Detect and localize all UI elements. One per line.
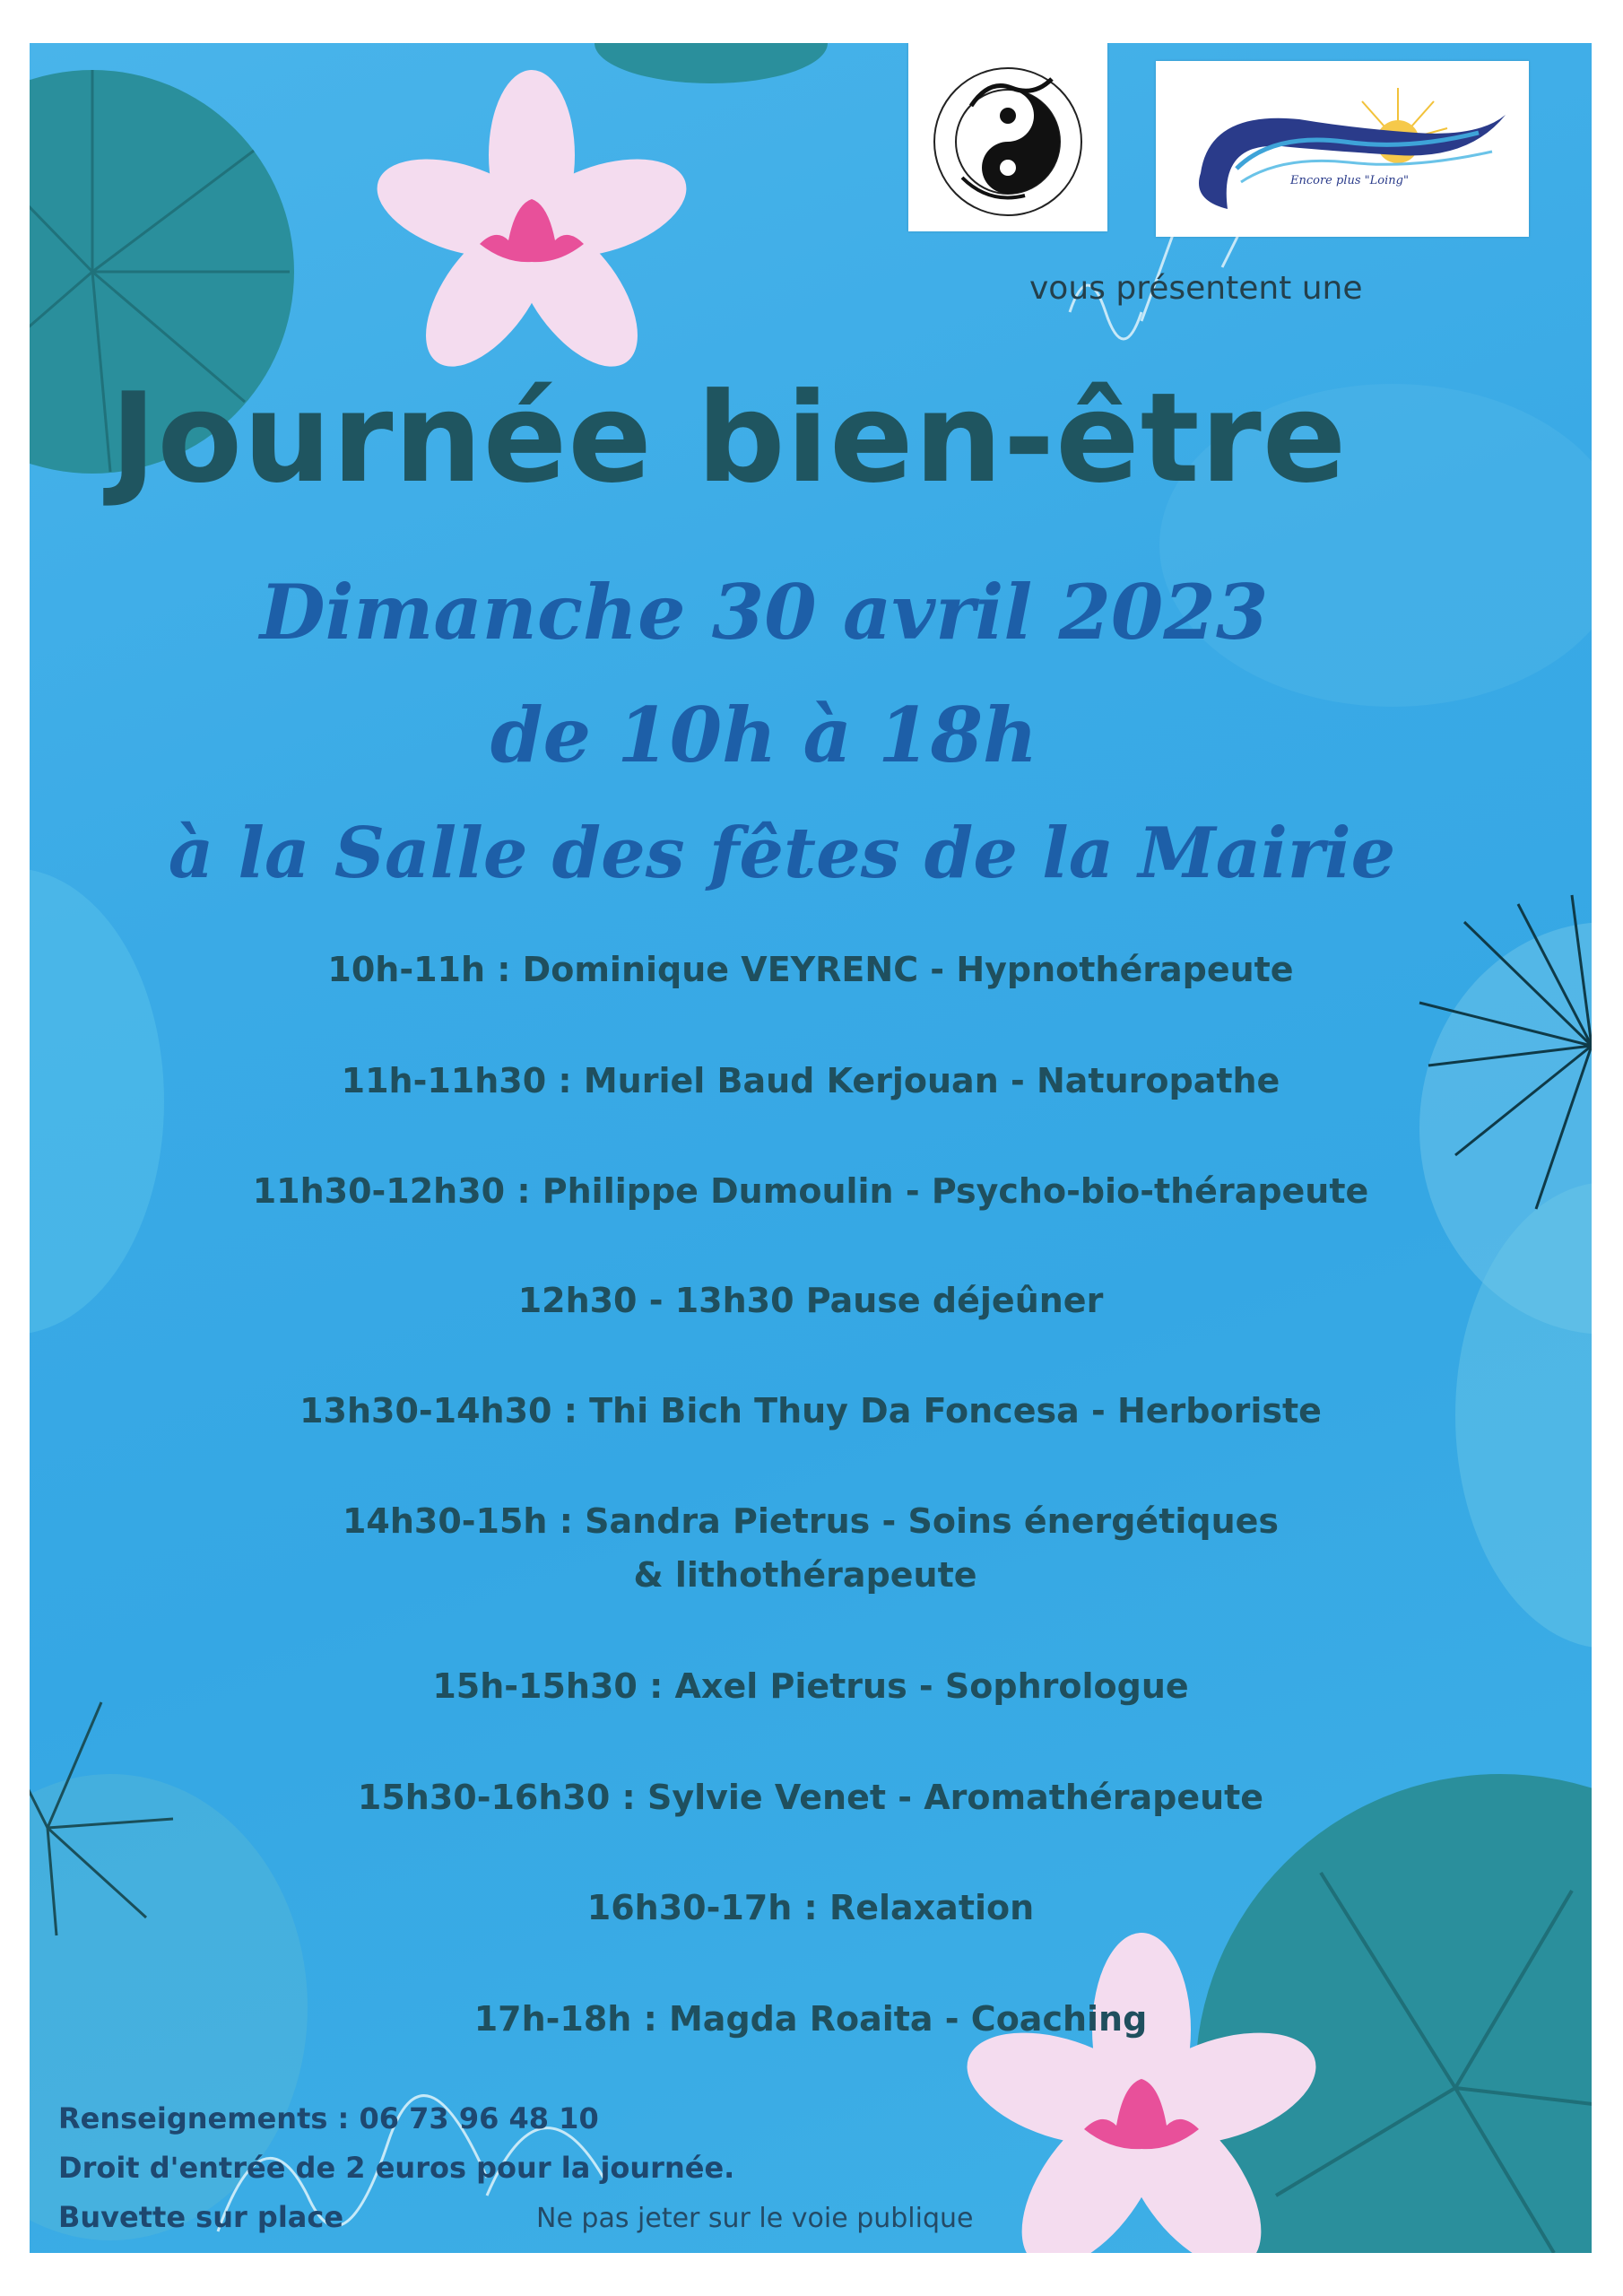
schedule-item: 11h-11h30 : Muriel Baud Kerjouan - Naturopathe (341, 1061, 1280, 1100)
info-phone: Renseignements : 06 73 96 48 10 (58, 2101, 599, 2135)
wave-sun-icon (1156, 61, 1529, 237)
association-logo (1156, 61, 1529, 237)
presenter-line: vous présentent une (1029, 270, 1363, 307)
poster (30, 43, 1592, 2253)
schedule-item: 15h-15h30 : Axel Pietrus - Sophrologue (432, 1666, 1189, 1706)
schedule-item: 13h30-14h30 : Thi Bich Thuy Da Foncesa - Herboriste (299, 1391, 1322, 1431)
club-logo (908, 43, 1107, 231)
lotus-flower-top (365, 70, 699, 387)
schedule-item: 14h30-15h : Sandra Pietrus - Soins énergétiques (342, 1501, 1280, 1541)
schedule-item-continuation: & lithothérapeute (633, 1555, 977, 1595)
event-hours: de 10h à 18h (490, 691, 1038, 779)
association-tagline: Encore plus "Loing" (1290, 174, 1409, 187)
schedule-item: 16h30-17h : Relaxation (586, 1888, 1035, 1927)
refreshments-note: Buvette sur place (58, 2200, 344, 2234)
event-venue: à la Salle des fêtes de la Mairie (168, 813, 1396, 894)
schedule-item: 10h-11h : Dominique VEYRENC - Hypnothérapeute (327, 950, 1294, 989)
schedule-item: 11h30-12h30 : Philippe Dumoulin - Psycho-bio-thérapeute (252, 1171, 1369, 1211)
disposal-note: Ne pas jeter sur le voie publique (536, 2203, 974, 2234)
schedule-item: 15h30-16h30 : Sylvie Venet - Aromathérapeute (357, 1778, 1264, 1817)
schedule-item: 12h30 - 13h30 Pause déjeûner (517, 1281, 1104, 1320)
club-emblem-icon (908, 43, 1107, 231)
schedule-item: 17h-18h : Magda Roaita - Coaching (473, 1999, 1148, 2039)
page-title: Journée bien-être (110, 366, 1348, 510)
event-date: Dimanche 30 avril 2023 (259, 568, 1269, 657)
entry-fee: Droit d'entrée de 2 euros pour la journée. (58, 2151, 735, 2185)
